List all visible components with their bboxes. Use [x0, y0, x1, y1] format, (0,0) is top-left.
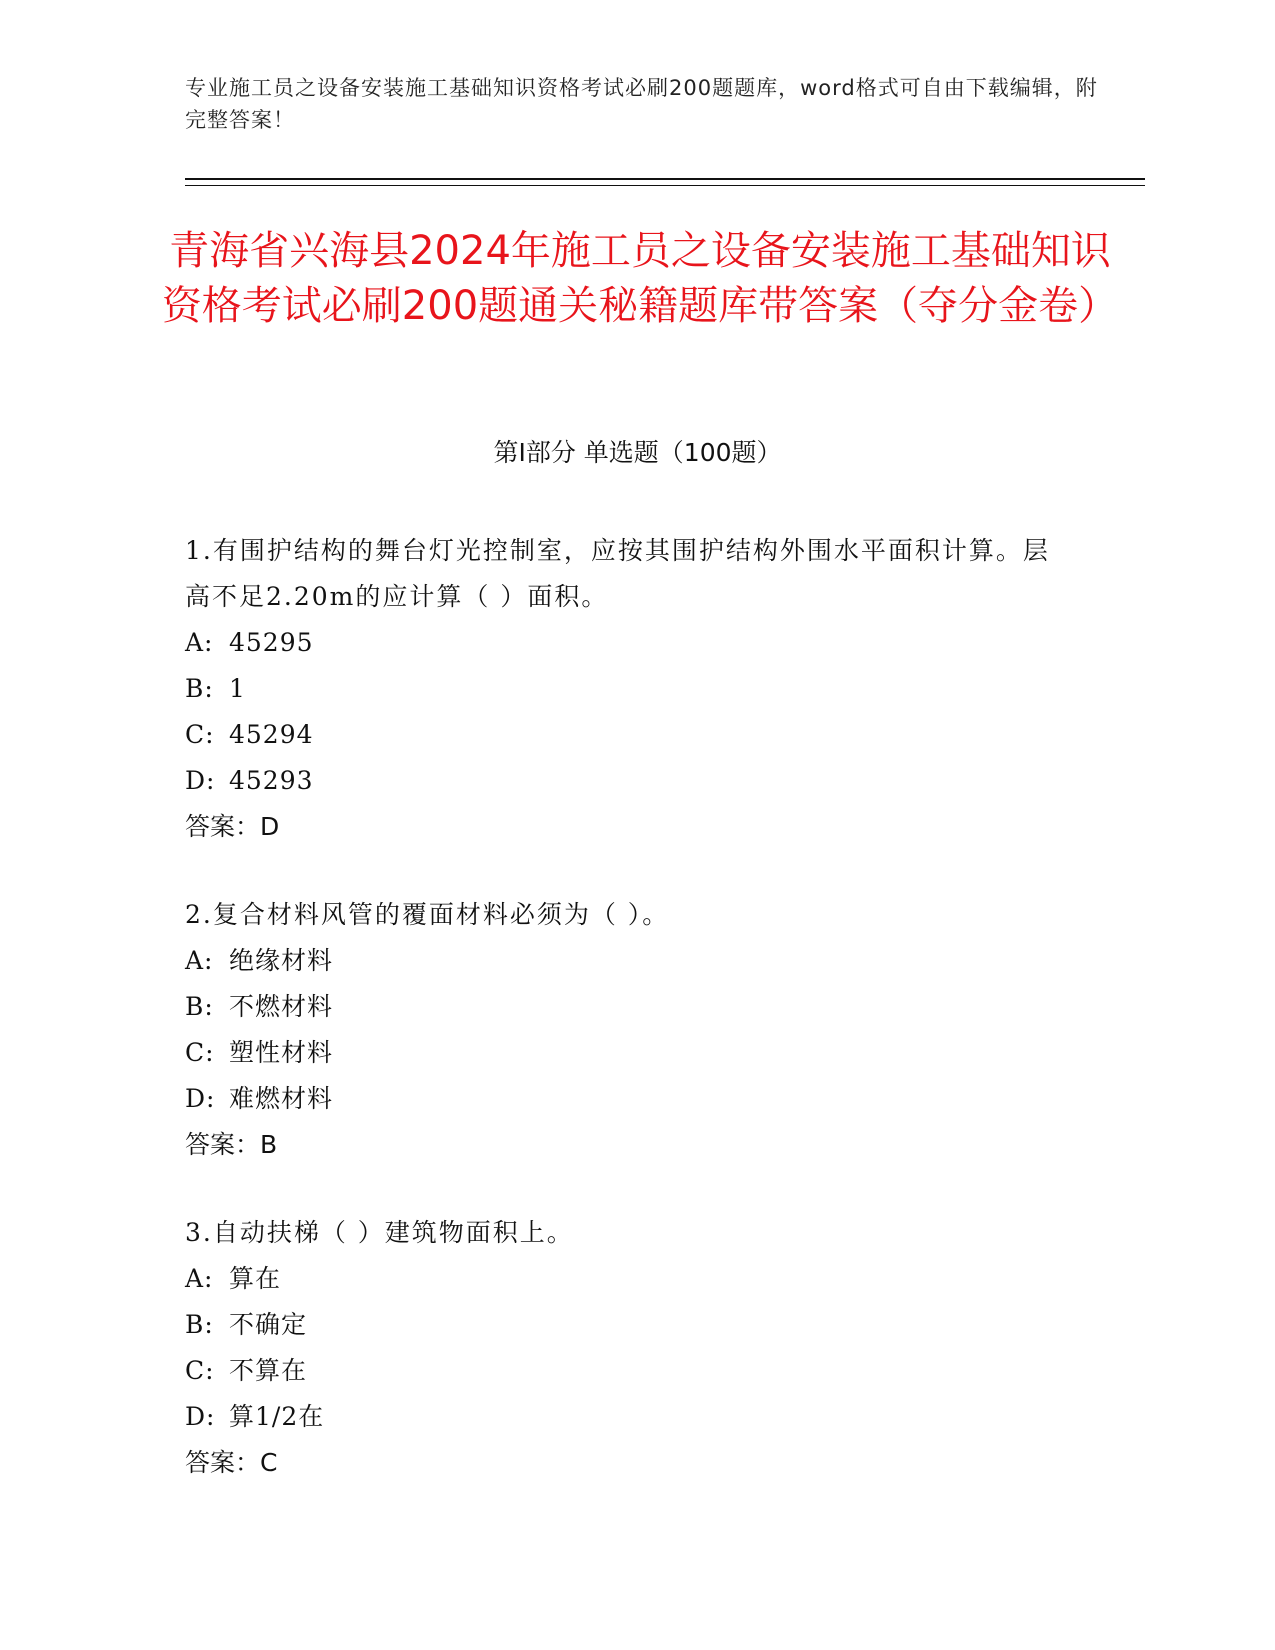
option-text: 塑性材料 — [229, 1038, 334, 1067]
option-letter: B: — [185, 674, 214, 703]
option-text: 难燃材料 — [229, 1084, 334, 1113]
option-text: 算在 — [229, 1264, 282, 1293]
option-text: 45294 — [229, 720, 314, 749]
option-letter: A: — [185, 628, 214, 657]
question-stem: 3.自动扶梯（ ）建筑物面积上。 — [185, 1218, 574, 1247]
option-a — [185, 620, 1065, 666]
option-b — [185, 984, 1065, 1030]
option-letter: C: — [185, 720, 215, 749]
option-letter: D: — [185, 1084, 216, 1113]
header-note: 专业施工员之设备安装施工基础知识资格考试必刷200题题库，word格式可自由下载编辑，附完整答案！ — [185, 76, 1098, 132]
option-b — [185, 1302, 1065, 1348]
option-text: 不确定 — [229, 1310, 308, 1339]
section-title: 第Ⅰ部分 单选题（100题） — [493, 438, 782, 467]
question-item — [185, 892, 1065, 1168]
option-a — [185, 1256, 1065, 1302]
question-stem: 1.有围护结构的舞台灯光控制室，应按其围护结构外围水平面积计算。层高不足2.20m的应计算（ ）面积。 — [185, 536, 1050, 611]
option-c — [185, 1030, 1065, 1076]
option-text: 不算在 — [229, 1356, 308, 1385]
question-list — [185, 528, 1065, 1528]
option-c — [185, 1348, 1065, 1394]
answer-line: 答案：C — [185, 1448, 278, 1477]
option-letter: B: — [185, 1310, 214, 1339]
option-a — [185, 938, 1065, 984]
option-letter: D: — [185, 766, 216, 795]
option-letter: A: — [185, 946, 214, 975]
option-text: 45293 — [229, 766, 314, 795]
answer-line: 答案：D — [185, 812, 280, 841]
option-d — [185, 758, 1065, 804]
option-letter: C: — [185, 1356, 215, 1385]
option-d — [185, 1076, 1065, 1122]
option-letter: B: — [185, 992, 214, 1021]
option-c — [185, 712, 1065, 758]
document-title: 青海省兴海县2024年施工员之设备安装施工基础知识资格考试必刷200题通关秘籍题库带答案（夺分金卷） — [161, 228, 1119, 329]
option-text: 算1/2在 — [229, 1402, 325, 1431]
question-stem: 2.复合材料风管的覆面材料必须为（ ）。 — [185, 900, 670, 929]
option-text: 不燃材料 — [229, 992, 334, 1021]
option-letter: A: — [185, 1264, 214, 1293]
option-b — [185, 666, 1065, 712]
option-d — [185, 1394, 1065, 1440]
answer-line: 答案：B — [185, 1130, 278, 1159]
option-text: 1 — [229, 674, 246, 703]
header-divider-thick — [185, 178, 1145, 180]
option-letter: C: — [185, 1038, 215, 1067]
option-text: 绝缘材料 — [229, 946, 334, 975]
option-text: 45295 — [229, 628, 314, 657]
header-divider-thin — [185, 185, 1145, 186]
question-item — [185, 528, 1065, 850]
question-item — [185, 1210, 1065, 1486]
option-letter: D: — [185, 1402, 216, 1431]
